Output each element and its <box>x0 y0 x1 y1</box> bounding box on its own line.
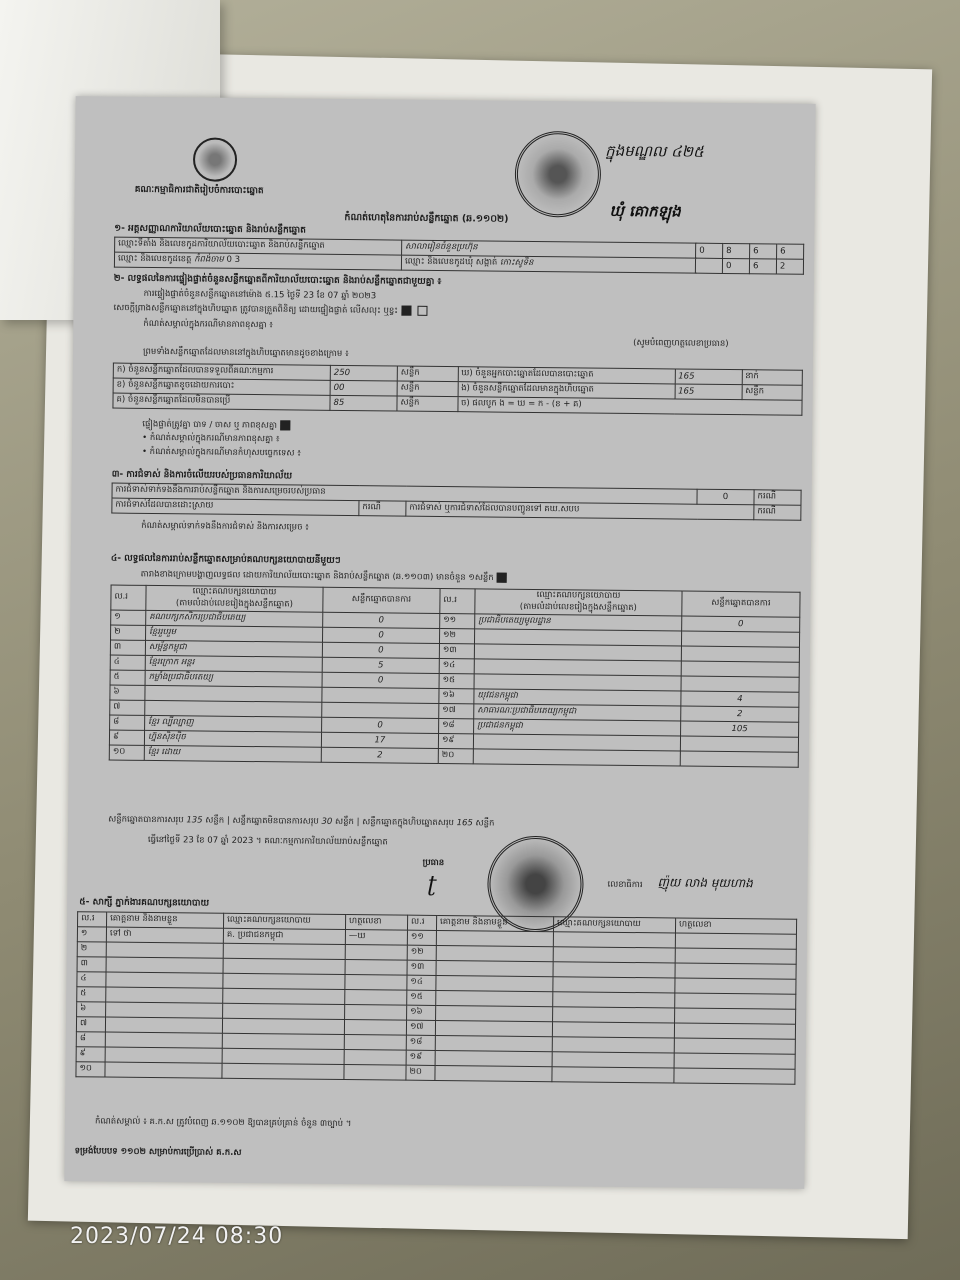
vote-count <box>681 661 799 677</box>
witness-name <box>105 1017 222 1033</box>
ballot-intro: ព្រមទាំងសន្លឹកឆ្នោតដែលមាននៅក្នុងហិបឆ្នោតមានដូចខាងក្រោម ៖ <box>142 346 349 360</box>
witness-party <box>552 1022 674 1038</box>
witness-signature <box>674 1053 795 1069</box>
witness-signature <box>674 1038 795 1054</box>
ballot-count-table <box>112 363 802 416</box>
row-label: ខ) ចំនួនសន្លឹកឆ្នោតខូចដោយការបោះ <box>113 378 330 395</box>
form-title: កំណត់ហេតុនៃការរាប់សន្លឹកឆ្នោត (ឆ.១១០២) <box>344 211 509 225</box>
row-value: 250 <box>330 365 397 381</box>
vote-count: 4 <box>681 691 799 707</box>
row-number: ១០ <box>76 1062 105 1077</box>
row-value: 85 <box>330 395 397 411</box>
office-name: ឃុំ គោកឡុង <box>609 201 681 221</box>
chair-signature: ʈ <box>427 871 437 897</box>
row-number: ៥ <box>77 987 106 1002</box>
code-digit: 8 <box>723 243 750 258</box>
col-header: គោត្តនាម និងនាមខ្លួន <box>436 915 553 931</box>
note-technical: • កំណត់សម្គាល់ក្នុងករណីមានកំហុសបច្ចេកទេស ៖ <box>141 446 302 459</box>
party-name: ហ្វ៊ុនស៊ិនប៉ិច <box>144 730 321 747</box>
col-header: ឈ្មោះគណបក្សនយោបាយ (តាមលំដាប់លេខរៀងក្នុងសន្លឹកឆ្នោត) <box>475 589 682 616</box>
row-number: ១៨ <box>439 718 474 733</box>
row-value: 165 <box>675 369 742 385</box>
vote-count: 2 <box>681 706 799 722</box>
col-header: សន្លឹកឆ្នោតបានការ <box>323 587 440 613</box>
chair-label: ប្រធាន <box>422 857 445 869</box>
signing-date: ធ្វើនៅថ្ងៃទី 23 ខែ 07 ឆ្នាំ 2023 ។ គណៈកម្មការការិយាល័យរាប់សន្លឹកឆ្នោត <box>147 834 388 848</box>
row-number: ១២ <box>439 628 474 643</box>
row-number: ១៣ <box>439 643 474 658</box>
witness-party <box>553 962 675 978</box>
vote-count: 5 <box>322 657 439 673</box>
location-value: សាលារៀនចំនួនប្រហ៊ុន <box>402 240 696 258</box>
section4-heading: ៤- លទ្ធផលនៃការរាប់សន្លឹកឆ្នោតសម្រាប់គណបក្សនយោបាយនីមួយៗ <box>110 553 341 566</box>
row-number: ១៥ <box>407 990 436 1005</box>
complaints-table <box>111 483 801 521</box>
witness-name <box>106 972 223 988</box>
witness-name <box>106 957 223 973</box>
row-label: ង) ចំនួនសន្លឹកឆ្នោតដែលមានក្នុងហិបឆ្នោត <box>458 382 675 399</box>
witness-party <box>223 1003 345 1019</box>
witness-name <box>436 930 553 946</box>
form-footer: ទម្រង់បែបបទ ១១០២ សម្រាប់ការប្រើប្រាស់ គ.ក.ស <box>74 1146 242 1158</box>
checkbox-checked[interactable] <box>497 573 507 583</box>
witness-name <box>106 1002 223 1018</box>
witness-signature <box>674 1023 795 1039</box>
row-number: ១២ <box>407 945 436 960</box>
official-stamp <box>514 131 601 218</box>
row-number: ២០ <box>438 748 473 763</box>
sign-hint: (សូមបំពេញហត្ថលេខាប្រធាន) <box>633 338 729 350</box>
vote-count: 0 <box>682 616 800 632</box>
commune-label: ឈ្មោះ និងលេខកូដឃុំ សង្កាត់ កោះសូទិន <box>401 255 695 273</box>
row-number: ១៦ <box>407 1005 436 1020</box>
vote-count <box>681 646 799 662</box>
witness-party <box>222 1063 344 1079</box>
row-number: ៣ <box>77 957 106 972</box>
party-name: ខ្មែរ ដោយ <box>144 745 321 762</box>
note-discrepancy: • កំណត់សម្គាល់ក្នុងករណីមានភាពខុសគ្នា ៖ <box>142 432 280 445</box>
witness-signature <box>675 963 796 979</box>
verification-date: ការផ្ទៀងផ្ទាត់ចំនួនសន្លឹកឆ្នោតនៅម៉ោង ៥.15 ថ្ងៃទី 23 ខែ 07 ឆ្នាំ ២០២3 <box>143 288 377 302</box>
party-name: សាធារណៈប្រជាធិបតេយ្យកម្ពុជា <box>474 704 681 721</box>
row-label: ច) ផលបូក ង = ឃ = ក - (ខ + គ) <box>457 397 802 416</box>
row-number: ៦ <box>110 685 145 700</box>
witness-party <box>552 1067 674 1083</box>
row-number: ១៥ <box>439 673 474 688</box>
witness-party <box>553 947 675 963</box>
row-number: ១៤ <box>439 658 474 673</box>
row-label: ការជំទាស់ដែលបានដោះស្រាយ <box>112 498 359 516</box>
row-number: ១៨ <box>406 1035 435 1050</box>
code-digit: 2 <box>776 259 803 274</box>
row-number: ៨ <box>110 715 145 730</box>
witness-name <box>106 942 223 958</box>
party-name: ខ្មែរក្រោក អន្តរ <box>145 655 322 672</box>
witness-name <box>435 1020 552 1036</box>
secretary-label: លេខាធិការ <box>607 879 643 891</box>
witness-party <box>553 932 675 948</box>
row-number: ១៤ <box>407 975 436 990</box>
col-header: ហត្ថលេខា <box>675 918 796 934</box>
witness-name <box>436 960 553 976</box>
verification-line: សេចក្ដីព្រាងសន្លឹកឆ្នោតនៅក្នុងហិបឆ្នោត ត្រូវបានត្រួតពិនិត្យ ដោយផ្ទៀងផ្ទាត់ លើសលុះ ឬខ្វះ <box>113 303 430 319</box>
vote-count: 0 <box>322 672 439 688</box>
col-header: សន្លឹកឆ្នោតបានការ <box>682 591 800 617</box>
witness-party <box>553 992 675 1008</box>
section5-heading: ៥- សាក្សី ភ្នាក់ងារគណបក្សនយោបាយ <box>79 897 210 909</box>
witness-name <box>436 945 553 961</box>
witness-signature <box>345 1005 407 1021</box>
witness-name <box>106 987 223 1003</box>
row-number: ៣ <box>110 640 145 655</box>
col-header: ឈ្មោះគណបក្សនយោបាយ <box>223 913 345 929</box>
party-name: សម្ព័ន្ធកម្ពុជា <box>145 640 322 657</box>
row-number: ១៦ <box>439 688 474 703</box>
col-header: ឈ្មោះគណបក្សនយោបាយ <box>553 917 675 933</box>
row-label: គ) ចំនួនសន្លឹកឆ្នោតដែលមិនបានប្រើ <box>113 393 330 410</box>
section3-heading: ៣- ការជំទាស់ និងការចំលើយរបស់ប្រធានការិយាល័យ <box>111 469 293 482</box>
code-digit: 6 <box>750 244 777 259</box>
row-number: ១១ <box>407 930 436 945</box>
row-number: ១៧ <box>406 1020 435 1035</box>
party-name <box>473 749 680 766</box>
party-name: យុវជនកម្ពុជា <box>474 689 681 706</box>
witness-name <box>435 1035 552 1051</box>
code-digit: 0 <box>696 243 723 258</box>
province-value: កំពង់ចាម <box>194 254 224 265</box>
witness-table <box>75 911 797 1085</box>
witness-party <box>222 1018 344 1034</box>
witness-party: គ. ប្រជាជនកម្ពុជា <box>223 928 345 944</box>
row-unit: សន្លឹក <box>397 366 458 382</box>
party-name: កម្លាំងប្រជាធិបតេយ្យ <box>145 670 322 687</box>
witness-signature <box>345 945 407 961</box>
row-number: ១៣ <box>407 960 436 975</box>
row-unit: នាក់ <box>742 370 803 386</box>
witness-signature <box>675 978 796 994</box>
witness-party <box>223 988 345 1004</box>
party-name: ខ្មែររួបរួម <box>146 625 323 642</box>
witness-party <box>223 943 345 959</box>
row-number: ៤ <box>77 972 106 987</box>
code-digit: 6 <box>777 244 804 259</box>
checkbox-checked[interactable] <box>280 420 290 430</box>
witness-name: ទៅ ថា <box>106 927 223 943</box>
checkbox-checked[interactable] <box>401 306 411 316</box>
party-name: ខ្មែរ ល្បីល្បាញ <box>145 715 322 732</box>
section2-heading: ២- លទ្ធផលនៃការផ្ទៀងផ្ទាត់ចំនួនសន្លឹកឆ្នោតពីការិយាល័យបោះឆ្នោត និងរាប់សន្លឹកឆ្នោតជាមួយគ្នា ៖ <box>113 273 442 287</box>
witness-party <box>223 958 345 974</box>
vote-count-form <box>64 96 815 1189</box>
witness-name <box>105 1032 222 1048</box>
vote-count <box>680 736 798 752</box>
witness-party <box>222 1033 344 1049</box>
col-header: ល.រ <box>111 585 146 610</box>
witness-signature <box>345 975 407 991</box>
witness-name <box>435 1050 552 1066</box>
party-results-table <box>109 585 801 768</box>
row-label: ការជំទាស់ ឬការជំទាស់ដែលបានបញ្ជូនទៅ គឃ.សបប <box>406 501 754 520</box>
witness-signature <box>674 1068 795 1084</box>
province-label: ឈ្មោះ និងលេខកូដខេត្ត កំពង់ចាម 0 3 <box>114 252 401 270</box>
vote-count: 0 <box>322 717 439 733</box>
row-value: 0 <box>697 489 754 505</box>
witness-name <box>435 1065 552 1081</box>
row-number: ១ <box>111 610 146 625</box>
row-number: ៩ <box>109 730 144 745</box>
row-label: ឃ) ចំនួនអ្នកបោះឆ្នោតដែលបានបោះឆ្នោត <box>458 367 675 384</box>
row-number: ១៧ <box>439 703 474 718</box>
col-header: ល.រ <box>407 915 436 930</box>
vote-count <box>322 687 439 703</box>
vote-count: 17 <box>321 732 438 748</box>
row-value: 00 <box>330 380 397 396</box>
witness-party <box>553 1007 675 1023</box>
witness-name <box>436 975 553 991</box>
witness-signature <box>675 1008 796 1024</box>
row-number: ៧ <box>110 700 145 715</box>
witness-party <box>222 1048 344 1064</box>
secretary-signature: ញ៉ុយ លាង មុយហាង <box>657 875 753 891</box>
row-unit: សន្លឹក <box>397 396 458 412</box>
vote-count: 105 <box>681 721 799 737</box>
row-number: ៥ <box>110 670 145 685</box>
witness-signature <box>675 933 796 949</box>
vote-count: 0 <box>323 612 440 628</box>
row-unit: សន្លឹក <box>397 381 458 397</box>
row-number: ២០ <box>406 1065 435 1080</box>
row-number: ១០ <box>109 745 144 760</box>
witness-name <box>105 1062 222 1078</box>
row-unit: ករណី <box>754 505 801 520</box>
witness-party <box>552 1052 674 1068</box>
code-digit: 6 <box>749 259 776 274</box>
col-header: ឈ្មោះគណបក្សនយោបាយ (តាមលំដាប់លេខរៀងក្នុងសន្លឹកឆ្នោត) <box>146 585 323 612</box>
witness-signature <box>344 1050 406 1066</box>
col-header: ហត្ថលេខា <box>345 915 407 931</box>
row-number: ២ <box>111 625 146 640</box>
col-header: គោត្តនាម និងនាមខ្លួន <box>107 912 224 928</box>
location-label: ឈ្មោះទីតាំង និងលេខកូដការិយាល័យបោះឆ្នោត និងរាប់សន្លឹកឆ្នោត <box>115 237 402 255</box>
photo-timestamp: 2023/07/24 08:30 <box>70 1224 284 1249</box>
row-unit: សន្លឹក <box>742 385 803 401</box>
witness-signature <box>675 993 796 1009</box>
witness-signature <box>675 948 796 964</box>
col-header: ល.រ <box>440 588 475 613</box>
section1-table <box>114 237 804 275</box>
witness-name <box>436 990 553 1006</box>
vote-count <box>681 631 799 647</box>
vote-count <box>681 676 799 692</box>
row-number: ៨ <box>76 1032 105 1047</box>
vote-count: 0 <box>322 627 439 643</box>
row-number: ៦ <box>77 1002 106 1017</box>
row-number: ១៩ <box>406 1050 435 1065</box>
row-number: ១១ <box>440 613 475 628</box>
col-header: ល.រ <box>78 912 107 927</box>
stamp-note: ក្នុងមណ្ឌល ៤២៥ <box>605 141 704 161</box>
commune-value: កោះសូទិន <box>499 257 534 268</box>
row-number: ១ <box>77 927 106 942</box>
witness-party <box>552 1037 674 1053</box>
witness-signature <box>344 1035 406 1051</box>
row-value: 165 <box>675 384 742 400</box>
row-unit: ករណី <box>754 490 801 505</box>
party-name: ប្រជាជនកម្ពុជា <box>474 719 681 736</box>
row-label: ការជំទាស់ទាក់ទងនឹងការរាប់សន្លឹកឆ្នោត និងការសម្រេចរបស់ប្រធាន <box>112 483 697 504</box>
results-intro: តារាងខាងក្រោមបង្ហាញលទ្ធផល ដោយការិយាល័យបោះឆ្នោត និងរាប់សន្លឹកឆ្នោត (ឆ.១១០៣) មានចំនួន ១សន្លឹក <box>141 569 510 585</box>
witness-signature: —ឃ <box>345 930 407 946</box>
totals-line: សន្លឹកឆ្នោតបានការសរុប 135 សន្លឹក | សន្លឹកឆ្នោតមិនបានការសរុប 30 សន្លឹក | សន្លឹកឆ្នោតក្នុងហិបឆ្នោតសរុប 165 សន្លឹក <box>108 814 495 829</box>
checkbox[interactable] <box>417 306 427 316</box>
row-number: ៧ <box>76 1017 105 1032</box>
vote-count <box>322 702 439 718</box>
witness-signature <box>345 960 407 976</box>
witness-signature <box>344 1065 406 1081</box>
match-check-line: ផ្ទៀងផ្ទាត់ត្រូវគ្នា បាទ / ចាស ឬ ភាពខុសគ្នា <box>142 419 293 433</box>
party-name: គណបក្សកសិករប្រជាធិបតេយ្យ <box>146 610 323 627</box>
vote-count <box>680 751 798 767</box>
footer-note: កំណត់សម្គាល់ ៖ គ.ក.ស ត្រូវបំពេញ ឆ.១១០២ ឱ្យបានគ្រប់គ្រាន់ ចំនួន ៣ច្បាប់ ។ <box>94 1116 352 1130</box>
vote-count: 0 <box>322 642 439 658</box>
witness-name <box>436 1005 553 1021</box>
witness-party <box>223 973 345 989</box>
section1-heading: ១- អត្តសញ្ញាណការិយាល័យបោះឆ្នោត និងរាប់សន្លឹកឆ្នោត <box>114 223 306 236</box>
party-name: ប្រជាធិបតេយ្យមូលដ្ឋាន <box>475 614 682 631</box>
row-number: ៩ <box>76 1047 105 1062</box>
row-unit: ករណី <box>359 501 406 516</box>
vote-count: 2 <box>321 747 438 763</box>
discrepancy-note: កំណត់សម្គាល់ក្នុងករណីមានភាពខុសគ្នា ៖ <box>143 318 274 331</box>
nec-logo <box>193 137 237 181</box>
row-label: ក) ចំនួនសន្លឹកឆ្នោតដែលបានទទួលពីគណៈកម្មការ <box>113 363 330 380</box>
row-number: ២ <box>77 942 106 957</box>
witness-signature <box>345 990 407 1006</box>
witness-name <box>105 1047 222 1063</box>
complaint-note: កំណត់សម្គាល់ទាក់ទងនឹងការជំទាស់ និងការសម្រេច ៖ <box>141 520 309 533</box>
witness-party <box>553 977 675 993</box>
witness-signature <box>344 1020 406 1036</box>
row-number: ១៩ <box>438 733 473 748</box>
row-number: ៤ <box>110 655 145 670</box>
org-name: គណៈកម្មាធិការជាតិរៀបចំការបោះឆ្នោត <box>134 184 264 197</box>
code-digit: 0 <box>722 258 749 273</box>
